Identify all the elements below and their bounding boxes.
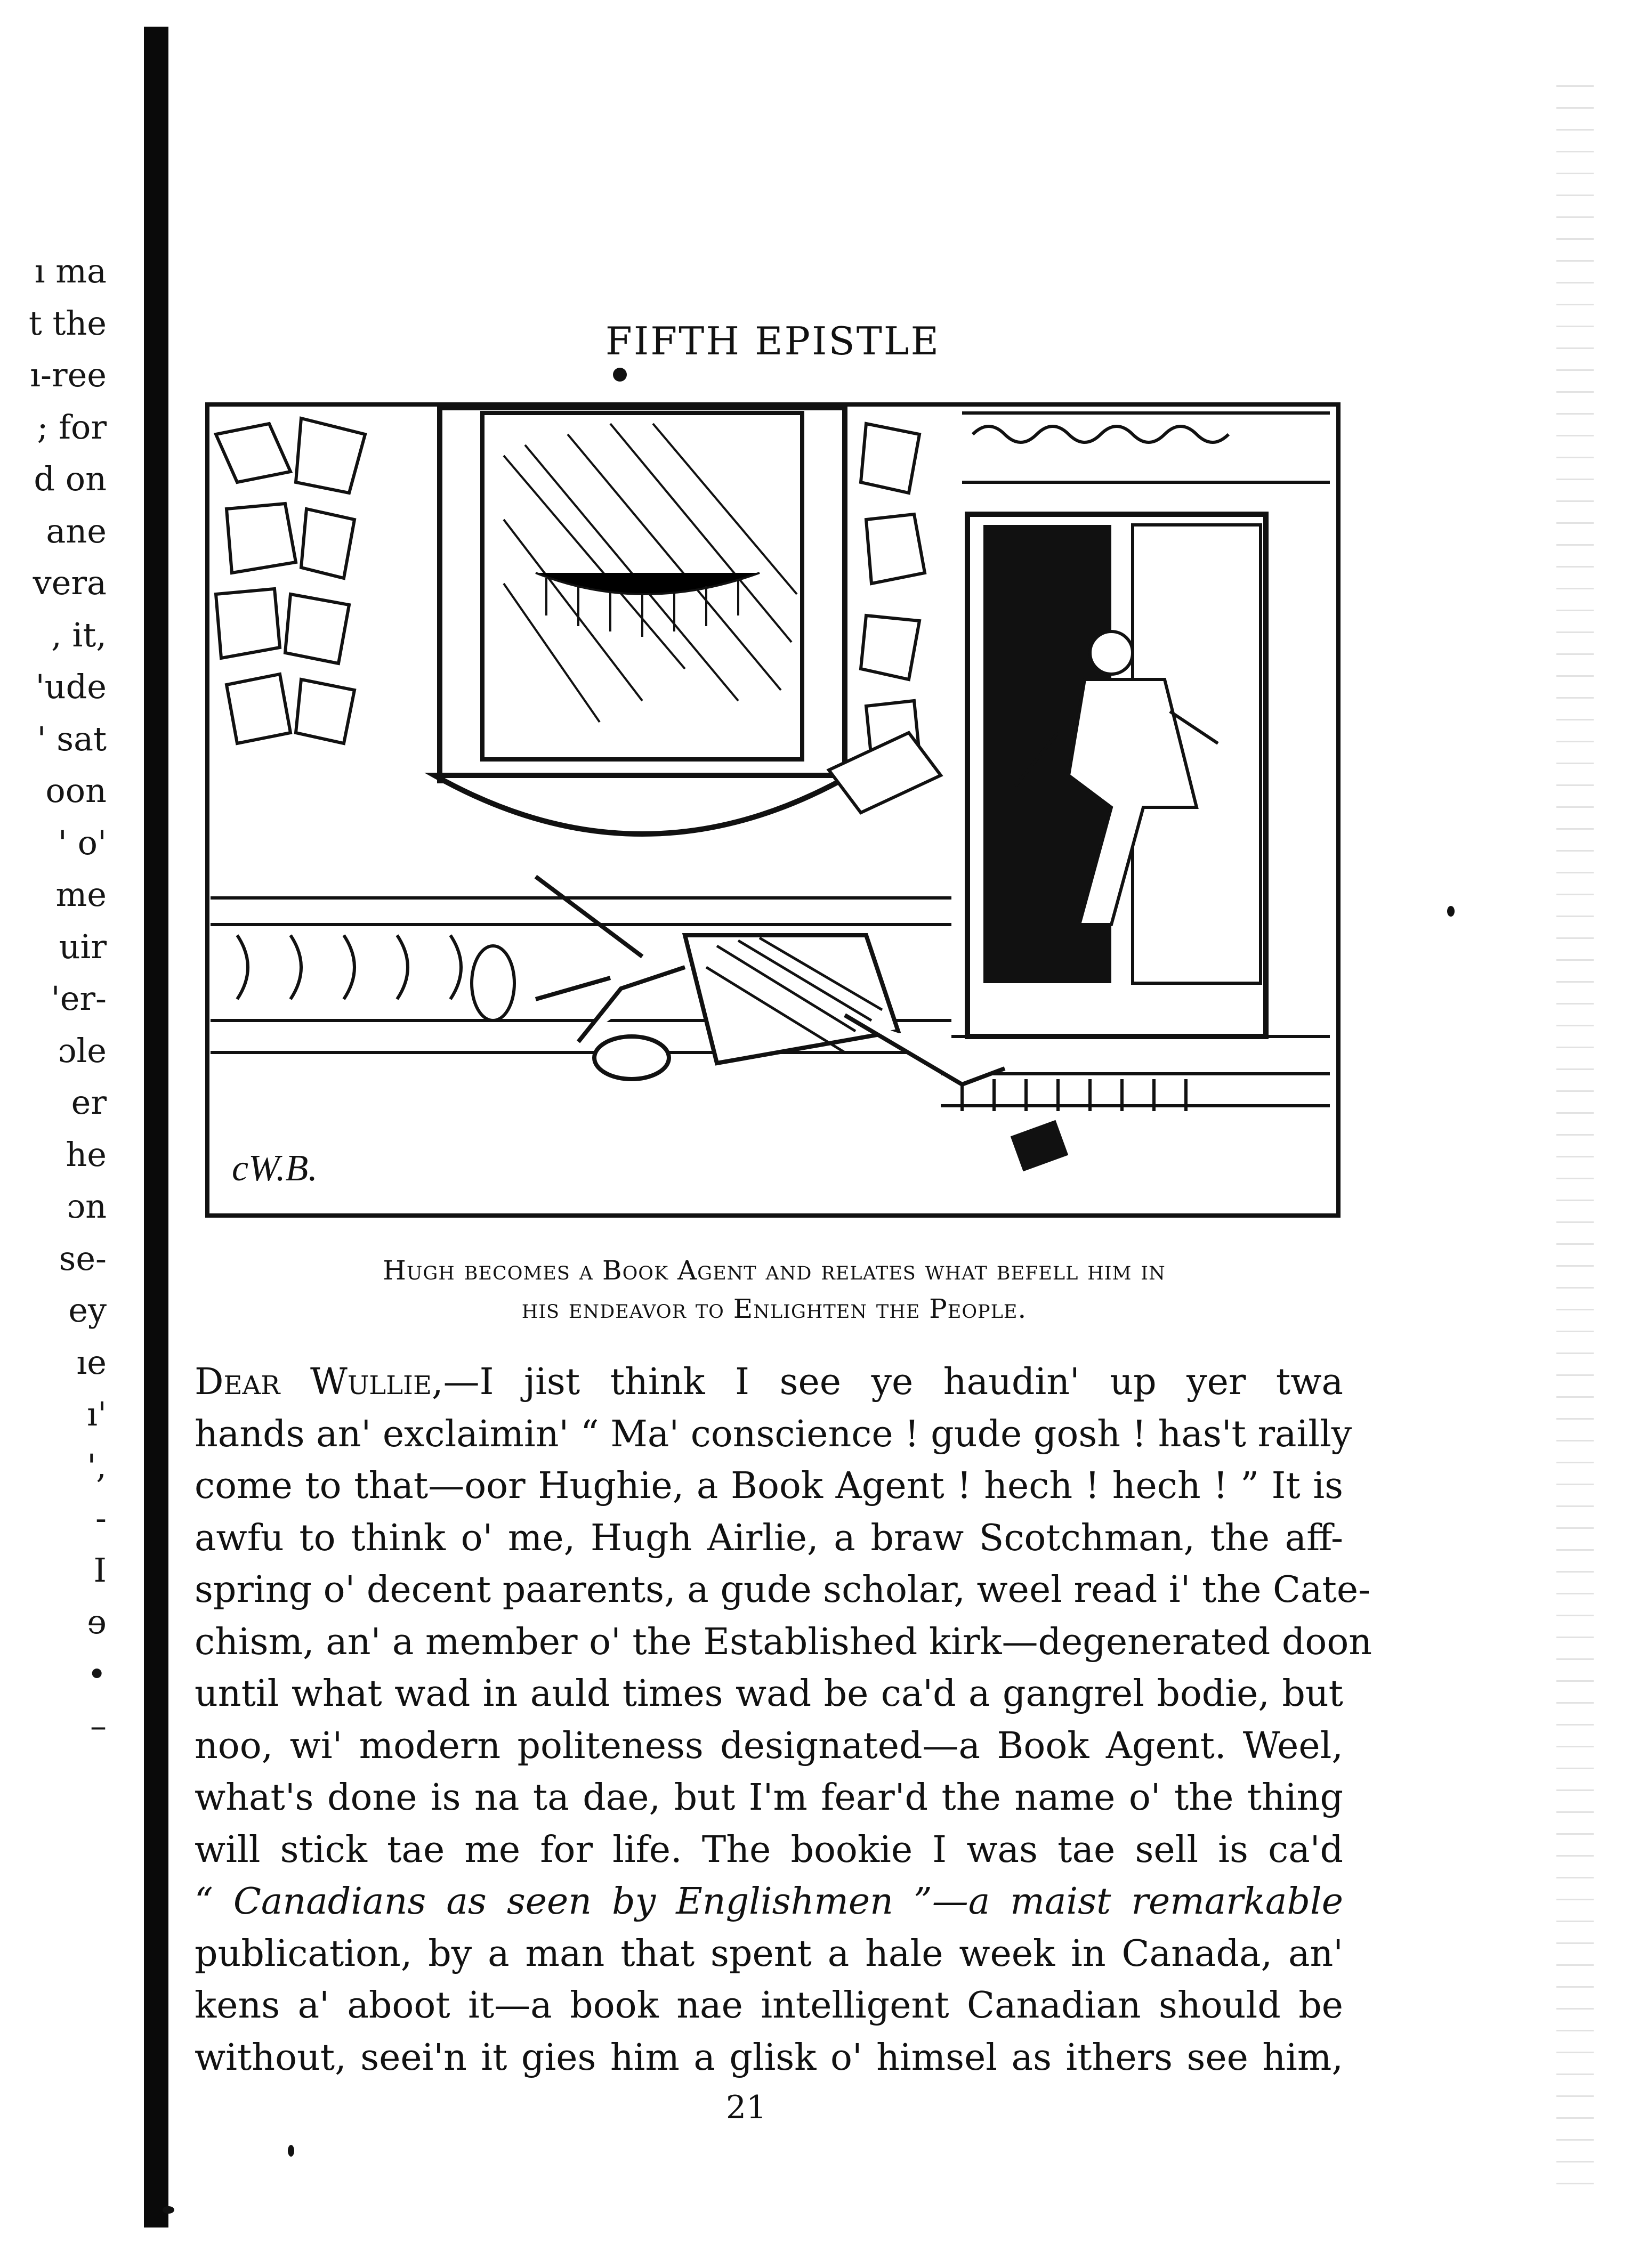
- bleed-line: t the: [28, 303, 107, 343]
- caption-line: Hugh becomes a Book Agent and relates what befell him in: [383, 1255, 1166, 1286]
- body-line: chism, an' a member o' the Established kirk—degenerated doon: [195, 1621, 1372, 1663]
- bleed-line: 'er-: [51, 979, 107, 1018]
- ink-speck: [1447, 906, 1455, 917]
- illustrator-signature: cW.B.: [232, 1148, 318, 1189]
- bleed-line: ',: [87, 1446, 107, 1486]
- bleed-line: he: [66, 1135, 107, 1174]
- bleed-line: me: [55, 875, 107, 914]
- ink-speck: [163, 2206, 174, 2214]
- body-line-text: —I jist think I see ye haudin' up yer twa: [443, 1361, 1343, 1403]
- bleed-line: ane: [46, 511, 107, 550]
- body-line: until what wad in auld times wad be ca'd a gangrel bodie, but: [195, 1673, 1343, 1715]
- body-line: noo, wi' modern politeness designated—a Book Agent. Weel,: [195, 1724, 1343, 1767]
- bleed-line: ey: [68, 1291, 107, 1330]
- bleed-line: ɔle: [58, 1031, 107, 1070]
- body-line: kens a' aboot it—a book nae intelligent Canadian should be: [195, 1985, 1343, 2027]
- page-number: 21: [725, 2089, 767, 2126]
- salutation: Dear Wullie,: [195, 1361, 443, 1403]
- bleed-line: oon: [45, 771, 107, 810]
- bleed-line: ɘ: [87, 1602, 107, 1641]
- bleed-line: ; for: [37, 407, 107, 447]
- body-line: publication, by a man that spent a hale week in Canada, an': [195, 1932, 1343, 1975]
- bleed-line: ɔn: [67, 1187, 107, 1226]
- ink-speck: [288, 2145, 294, 2157]
- binding-edge-rule: [144, 27, 168, 2228]
- bleed-line: •: [87, 1654, 107, 1694]
- bleed-line: er: [71, 1083, 107, 1122]
- body-line: “ Canadians as seen by Englishmen ”—a maist remarkable: [195, 1881, 1343, 1923]
- body-line: come to that—oor Hughie, a Book Agent ! hech ! hech ! ” It is: [195, 1465, 1343, 1507]
- caption-line: his endeavor to Enlighten the People.: [521, 1293, 1027, 1324]
- bleed-line: ı-ree: [30, 355, 107, 394]
- bleed-line: uir: [59, 927, 107, 966]
- bleed-line: vera: [33, 563, 107, 602]
- bleed-line: ı': [87, 1395, 107, 1433]
- bleed-line: se-: [59, 1238, 107, 1278]
- bleed-line: 'ude: [35, 667, 107, 706]
- body-line: awfu to think o' me, Hugh Airlie, a braw Scotchman, the aff-: [195, 1517, 1343, 1559]
- body-line: will stick tae me for life. The bookie I was tae sell is ca'd: [195, 1828, 1343, 1871]
- body-line: spring o' decent paarents, a gude scholar, weel read i' the Cate-: [195, 1569, 1371, 1611]
- body-line: [195, 1356, 1343, 1408]
- page-title: FIFTH EPISTLE: [605, 319, 941, 363]
- bleed-line: -: [95, 1499, 107, 1537]
- scan-edge-noise: [1556, 85, 1594, 2190]
- illustration-caption: [203, 1251, 1346, 1328]
- bleed-line: I: [93, 1550, 107, 1590]
- bleed-line: –: [90, 1706, 107, 1745]
- bleed-line: ı ma: [34, 252, 107, 290]
- body-line: without, seei'n it gies him a glisk o' himsel as ithers see him,: [195, 2036, 1343, 2079]
- body-line: hands an' exclaimin' “ Ma' conscience ! gude gosh ! has't railly: [195, 1413, 1352, 1455]
- body-paragraph: [195, 1356, 1372, 2084]
- bleed-line: ' o': [58, 823, 107, 862]
- bleed-line: d on: [34, 459, 107, 498]
- ink-speck: [613, 368, 627, 382]
- bleed-through-column: [0, 245, 128, 1752]
- bleed-line: ' sat: [37, 719, 107, 758]
- chapter-illustration: [205, 402, 1341, 1218]
- bleed-line: , it,: [51, 615, 107, 654]
- body-line: what's done is na ta dae, but I'm fear'd the name o' the thing: [195, 1777, 1343, 1819]
- bleed-line: ıe: [76, 1342, 107, 1382]
